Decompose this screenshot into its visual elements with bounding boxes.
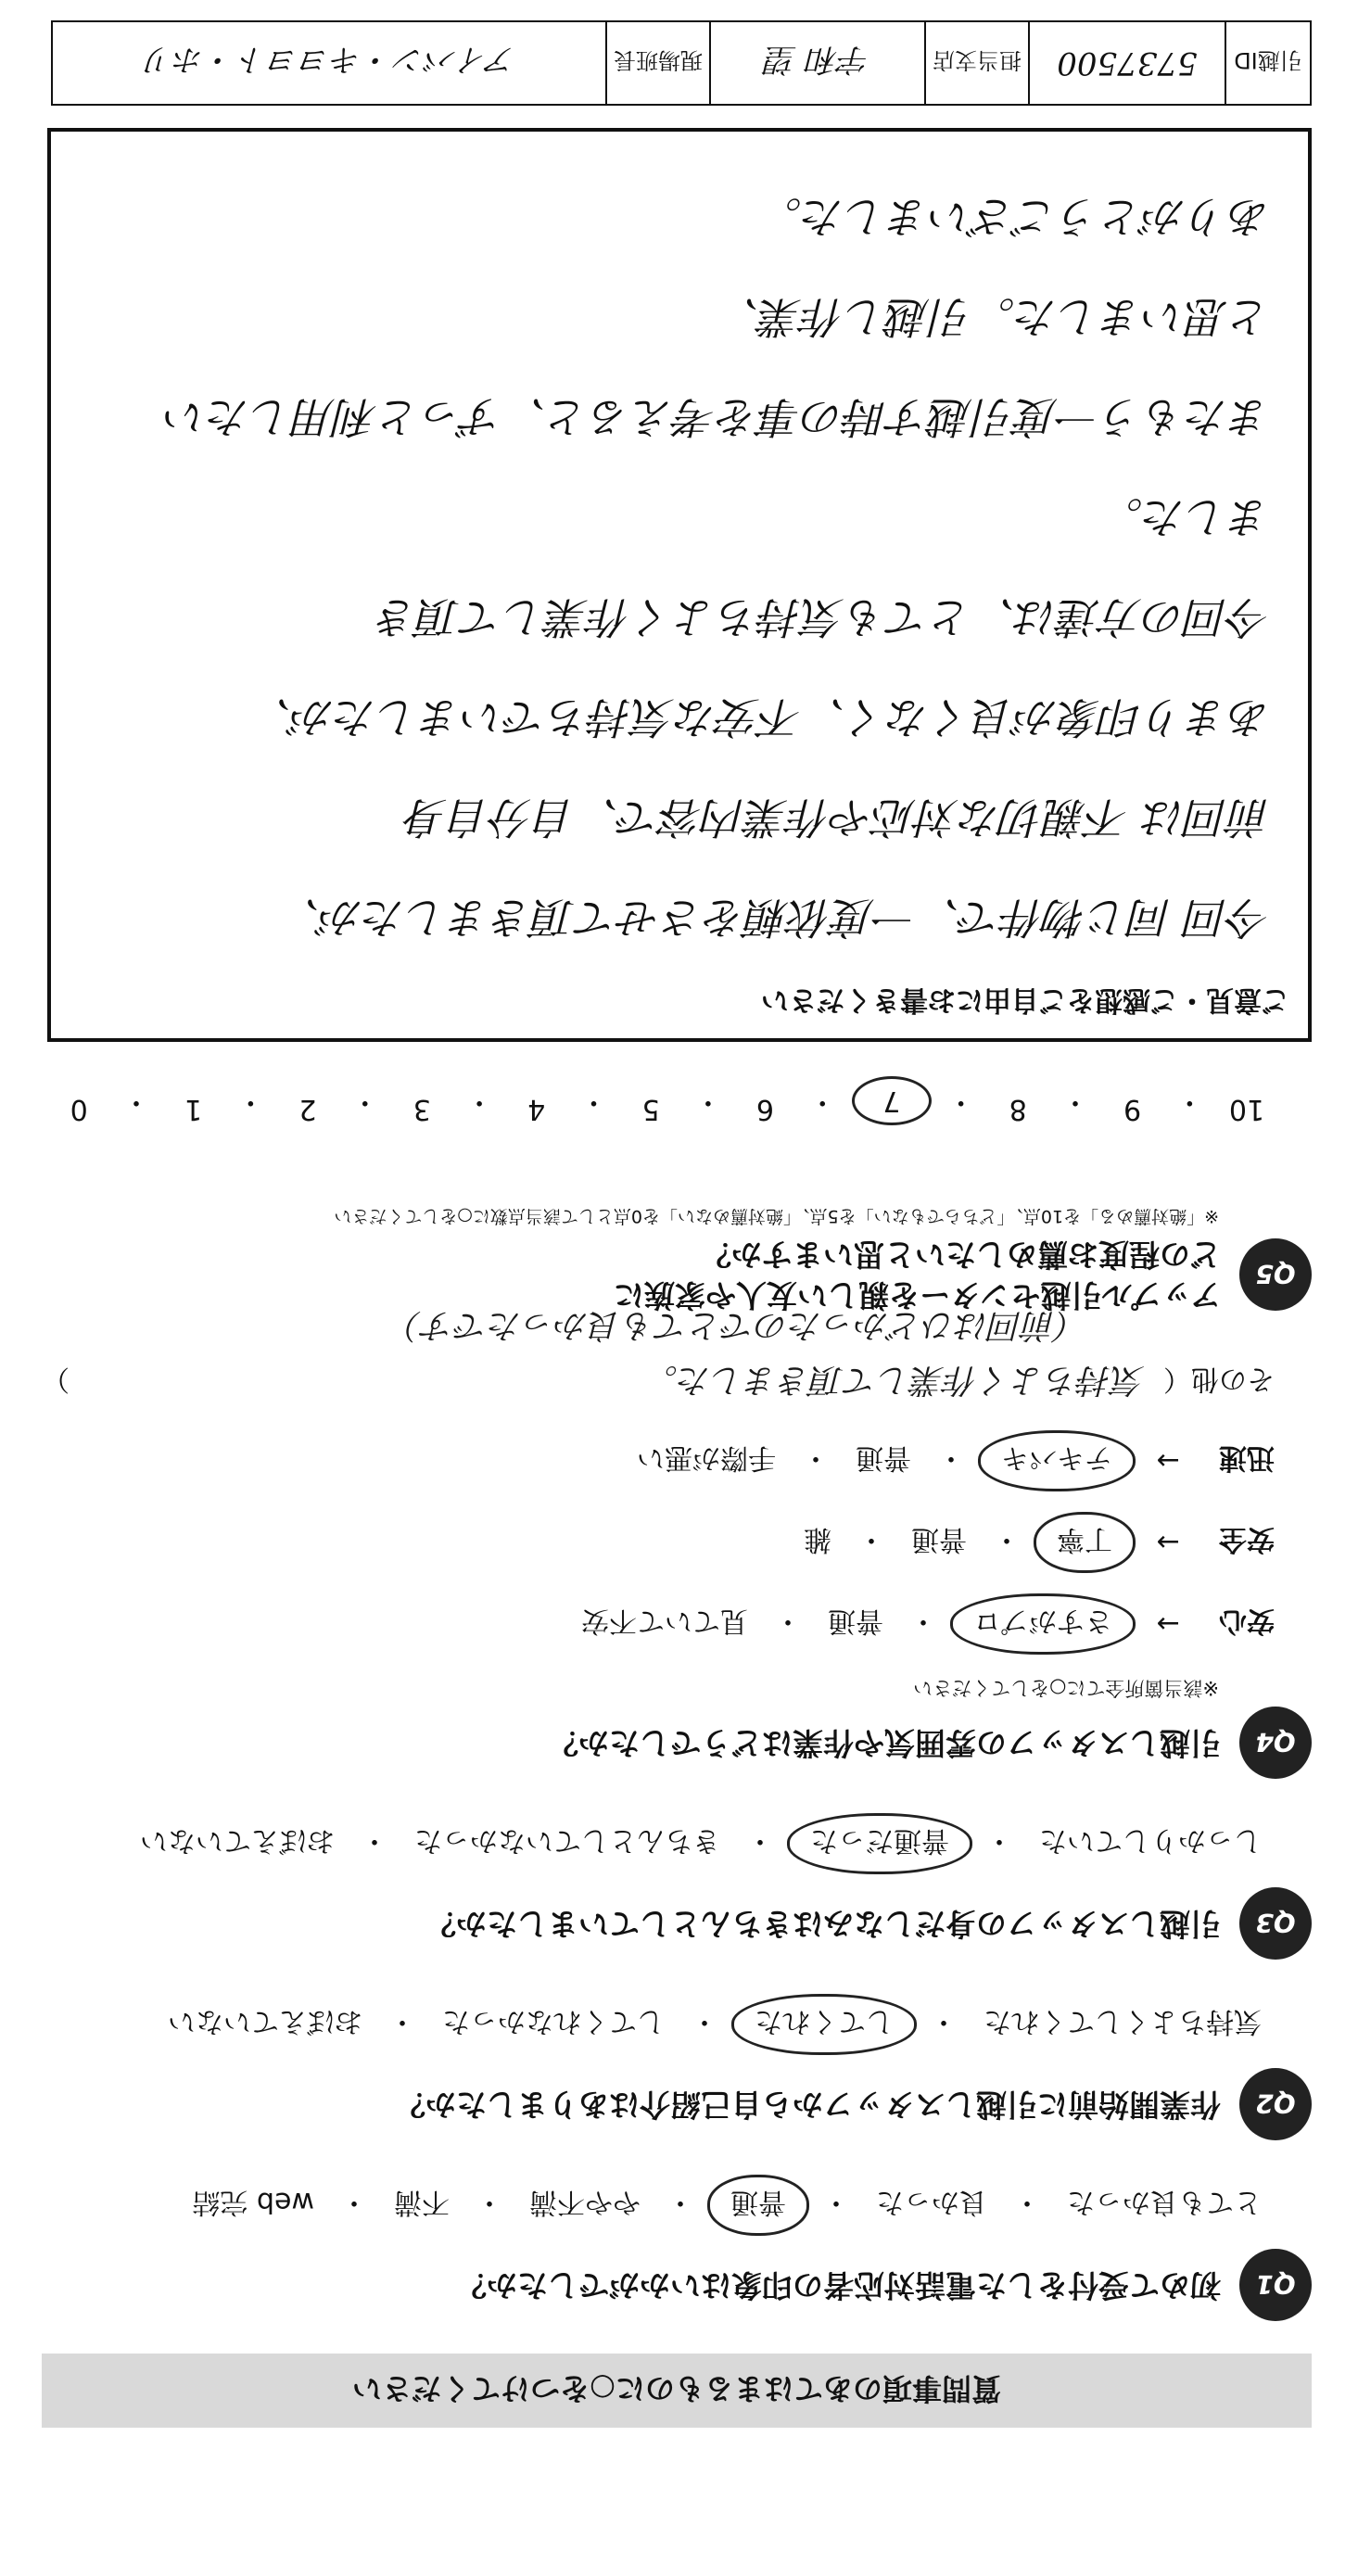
- rating-option[interactable]: 3: [412, 1093, 431, 1125]
- q4-row-label: 安全: [1219, 1523, 1275, 1555]
- branch-label: 担当支店: [924, 22, 1028, 104]
- q4-option-selected[interactable]: さすがプロ: [950, 1593, 1136, 1655]
- arrow-icon: →: [1156, 1526, 1180, 1559]
- q3-option[interactable]: おぼえていない: [140, 1824, 335, 1857]
- instruction-banner: 質問事項のあてはまるものに○をつけてください: [42, 2354, 1312, 2428]
- q4-option[interactable]: 普通: [856, 1441, 911, 1474]
- q3-badge: Q3: [1239, 1887, 1312, 1960]
- comment-line: 今回の方達は、とても気持ちよく作業して頂き: [375, 592, 1271, 642]
- q4-badge: Q4: [1239, 1707, 1312, 1779]
- q4-option[interactable]: 手際が悪い: [637, 1441, 776, 1474]
- comment-line: と思いました。引越し作業、: [717, 292, 1271, 342]
- q1-text: 初めて受付をした電話対応者の印象はいかがでしたか？: [456, 2267, 1221, 2303]
- q1-badge: Q1: [1239, 2249, 1312, 2321]
- q5-rating-scale: 10 ・ 9 ・ 8 ・ 7 ・ 6 ・ 5 ・ 4 ・ 3 ・ 2 ・ 1 ・ 0: [51, 1076, 1275, 1125]
- rating-option[interactable]: 8: [1009, 1093, 1027, 1125]
- q3-options: しっかりしていた ・ 普通だった ・ きちんとしていなかった ・ おぼえていない: [42, 1813, 1275, 1874]
- rating-option[interactable]: 9: [1123, 1093, 1142, 1125]
- comment-line: ありがとうございました。: [759, 192, 1271, 242]
- q4-option[interactable]: 雑: [804, 1523, 831, 1555]
- q3-option[interactable]: しっかりしていた: [1039, 1824, 1262, 1857]
- q4-note: ※該当箇所全てに○をしてください: [913, 1677, 1219, 1699]
- leader-value: アイバン・キヨヨト・ホリ: [141, 41, 517, 79]
- comment-line: 前回は 不親切な対応や作業内容で、自分自身: [405, 793, 1271, 843]
- q5-badge: Q5: [1239, 1238, 1312, 1311]
- rating-option-selected[interactable]: 7: [852, 1076, 932, 1125]
- rating-option[interactable]: 1: [184, 1093, 203, 1125]
- q2-option[interactable]: おぼえていない: [168, 2005, 362, 2037]
- q4-row-label: 安心: [1219, 1605, 1275, 1637]
- q2-options: 気持ちよくしてくれた ・ してくれた ・ してくれなかった ・ おぼえていない: [42, 1994, 1275, 2055]
- q4-other-close: ）: [42, 1363, 70, 1396]
- q4-option[interactable]: 見ていて不安: [581, 1605, 748, 1637]
- branch-value: 宇和 望: [709, 22, 924, 104]
- rating-option[interactable]: 6: [755, 1093, 775, 1125]
- move-id-label: 引越ID: [1225, 22, 1310, 104]
- rating-option[interactable]: 5: [641, 1093, 660, 1125]
- question-5: [42, 1205, 1312, 1315]
- q1-option[interactable]: やや不満: [529, 2186, 641, 2218]
- question-3: [42, 1813, 1312, 1960]
- question-4: [42, 1304, 1312, 1779]
- q3-option-selected[interactable]: 普通だった: [787, 1813, 972, 1874]
- comments-handwriting: [51, 167, 1308, 968]
- q4-other-handwriting-1[interactable]: 気持ちよく作業して頂きました。: [643, 1361, 1145, 1399]
- question-2: [42, 1994, 1312, 2140]
- q2-option[interactable]: 気持ちよくしてくれた: [984, 2005, 1262, 2037]
- q2-option[interactable]: してくれなかった: [442, 2005, 665, 2037]
- q4-option-selected[interactable]: テキパキ: [978, 1430, 1136, 1491]
- q4-row-label: 迅速: [1219, 1441, 1275, 1474]
- q1-option[interactable]: 不満: [394, 2186, 450, 2218]
- comment-line: 今回 同じ物件で、一度依頼をさせて頂きましたが、: [277, 893, 1271, 943]
- q1-option[interactable]: 良かった: [876, 2186, 987, 2218]
- comments-box[interactable]: [47, 128, 1312, 1042]
- q4-option[interactable]: 普通: [911, 1523, 967, 1555]
- comment-line: ました。: [1100, 492, 1271, 542]
- q1-options: とても良かった ・ 良かった ・ 普通 ・ やや不満 ・ 不満 ・ web 完結: [42, 2175, 1275, 2236]
- q4-text: 引越しスタッフの雰囲気や作業はどうでしたか？: [548, 1725, 1221, 1761]
- rating-option[interactable]: 10: [1228, 1093, 1265, 1125]
- q2-badge: Q2: [1239, 2068, 1312, 2140]
- q4-other-handwriting-2: （前回はひどかったのでとても良かったです）: [387, 1306, 1089, 1344]
- move-id-value: 5737500: [1028, 22, 1225, 104]
- comment-line: またもう一度引越す時の事を考えると、ずっと利用したい: [164, 392, 1271, 442]
- q3-option[interactable]: きちんとしていなかった: [414, 1824, 720, 1857]
- comments-title: ご意見・ご感想をご自由にお書きください: [761, 983, 1289, 1016]
- q5-text-2: どの程度お薦めしたいと思いますか？: [701, 1237, 1221, 1273]
- footer-info-table: [51, 20, 1312, 106]
- q1-option-selected[interactable]: 普通: [707, 2175, 809, 2236]
- q4-row-jinsoku: 迅速 → テキパキ ・ 普通 ・ 手際が悪い: [42, 1430, 1275, 1491]
- q4-option-selected[interactable]: 丁寧: [1034, 1512, 1136, 1573]
- q4-other-label: その他（: [1163, 1363, 1275, 1396]
- rating-option[interactable]: 2: [298, 1093, 317, 1125]
- q4-row-anzen: 安全 → 丁寧 ・ 普通 ・ 雑: [42, 1512, 1275, 1573]
- q5-note: ※「絶対薦める」を10点、「どちらでもない」を5点、「絶対薦めない」を0点として該当点数に○をしてください: [334, 1206, 1219, 1226]
- q2-option-selected[interactable]: してくれた: [731, 1994, 917, 2055]
- q4-row-anshin: 安心 → さすがプロ ・ 普通 ・ 見ていて不安: [42, 1593, 1275, 1655]
- rating-option[interactable]: 0: [70, 1093, 88, 1125]
- rating-option[interactable]: 4: [527, 1093, 546, 1125]
- arrow-icon: →: [1156, 1444, 1180, 1478]
- arrow-icon: →: [1156, 1607, 1180, 1641]
- comment-line: あまり印象が良くなく、不安な気持ちでいましたが、: [248, 692, 1271, 742]
- q1-option[interactable]: とても良かった: [1067, 2186, 1262, 2218]
- question-1: [42, 2175, 1312, 2321]
- q2-text: 作業開始前に引越しスタッフから自己紹介はありましたか？: [395, 2087, 1221, 2123]
- q5-text-1: アップル引越センターを親しい友人や家族に: [613, 1277, 1221, 1313]
- q4-other: [42, 1359, 1275, 1406]
- leader-label: 現場班長: [605, 22, 709, 104]
- q3-text: 引越しスタッフの身だしなみはきちんとしていましたか？: [425, 1906, 1221, 1942]
- q1-option[interactable]: web 完結: [192, 2186, 314, 2218]
- q4-option[interactable]: 普通: [828, 1605, 883, 1637]
